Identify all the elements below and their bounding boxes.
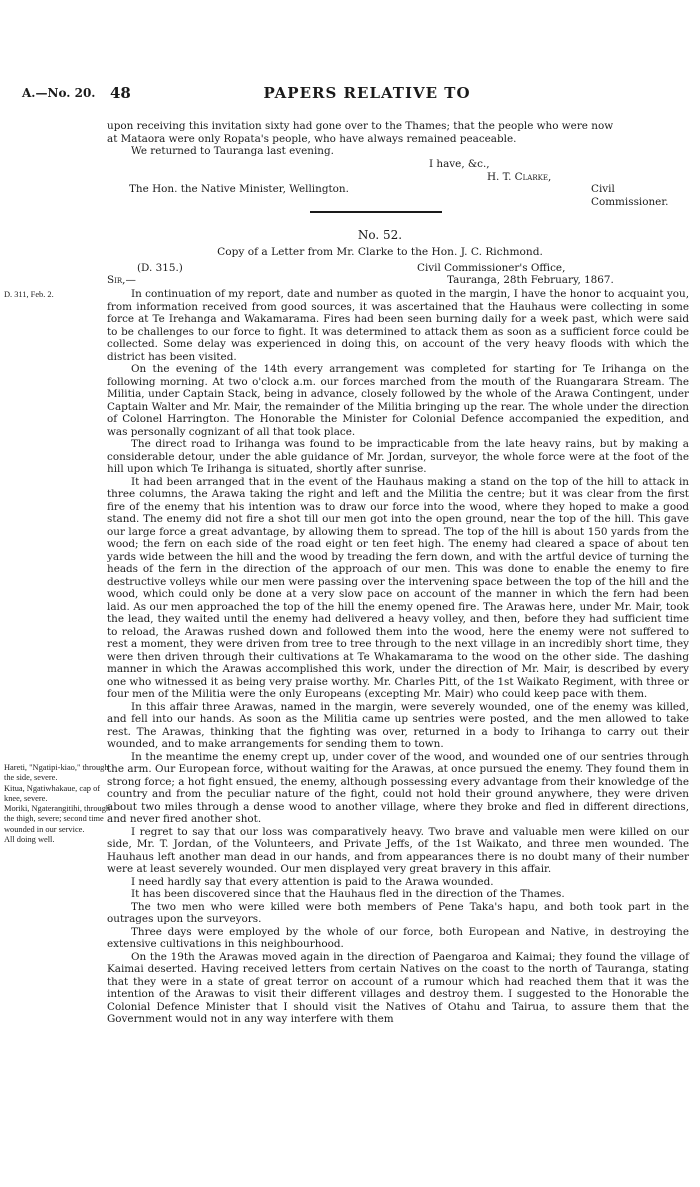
page-header [22,84,682,108]
letter-closing [107,158,689,208]
intro-text [107,120,689,158]
margin-note: Hareti, "Ngatipi-kiao," through the side, severe. [4,763,109,783]
paragraph: In continuation of my report, date and number as quoted in the margin, I have the honor to acquaint you, from information received from good sources, it was ascertained that the Hauhaus were collecting in some force at Te Irehanga and Wakamarama. Fires had been seen burning daily for a week past, which were said to be challenges to our force to fight. It was determined to attack them as soon as a sufficient force could be collected. Some delay was experienced in doing this, on account of the very heavy floods with which the district has been visited. [107,288,689,363]
paragraph: The two men who were killed were both members of Pene Taka's hapu, and both took part in the outrages upon the surveyors. [107,900,689,925]
margin-reference: D. 311, Feb. 2. [4,290,54,299]
office: Civil Commissioner's Office, [417,262,566,274]
paragraph: It had been arranged that in the event of the Hauhaus making a stand on the top of the hill to attack in three columns, the Arawa taking the right and left and the Militia the centre; but it was clear from the first fire of the enemy that his intention was to draw our force into the wood, where they hoped to make a good stand. The enemy did not fire a shot till our men got into the open ground, near the top of the hill. This gave our large force a great advantage, by allowing them to spread. The top of the hill is about 150 yards from the wood; the fern on each side of the road eight or ten feet high. The enemy had cleared a space of about ten yards wide between the hill and the wood by treading the fern down, and with the artful device of turning the heads of the fern in the direction of the approach of our men. This was done to enable the enemy to fire destructive volleys while our men were passing over the intervening space between the top of the hill and the wood, which could only be done at a very slow pace on account of the manner in which the fern had been laid. As our men approached the top of the hill the enemy opened fire. The Arawas here, under Mr. Mair, took the lead, they waited until the enemy had delivered a heavy volley, and then, before they had sufficient time to reload, the Arawas rushed down and followed them into the wood, here the enemy were not suffered to rest a moment, they were driven from tree to tree through to the next village in an incredibly short time, they were then driven through their cultivations at Te Whakamarama to the wood on the other side. The dashing manner in which the Arawas accomplished this work, under the direction of Mr. Mair, is described by every one who witnessed it as being very praise worthy. Mr. Charles Pitt, of the 1st Waikato Regiment, with three or four men of the Militia were the only Europeans (excepting Mr. Mair) who could keep pace with them. [107,475,689,700]
closing-title: Civil Commissioner. [591,183,669,208]
running-title: PAPERS RELATIVE TO [263,84,471,102]
paragraph: On the 19th the Arawas moved again in the direction of Paengaroa and Kaimai; they found the village of Kaimai deserted. Having received letters from certain Natives on the coast to the north of Tauranga, stating that they were in a state of great terror on account of a rumour which had reached them that it was the intention of the Arawas to visit their different villages and destroy them. I suggested to the Honorable the Colonial Defence Minister that I should visit the Natives of Otahu and Tairua, to assure them that the Government would not in any way interfere with them [107,950,689,1025]
paragraph: In the meantime the enemy crept up, under cover of the wood, and wounded one of our sentries through the arm. Our European force, without waiting for the Arawas, at once pursued the enemy. They found them in strong force; a hot fight ensued, the enemy, although possessing every advantage from their knowledge of the country and from the peculiar nature of the fight, could not hold their ground anywhere, they were driven about two miles through a dense wood to another village, where they broke and fled in different directions, and never fired another shot. [107,750,689,825]
paragraph: On the evening of the 14th every arrangement was completed for starting for Te Irihanga on the following morning. At two o'clock a.m. our forces marched from the mouth of the Ruangarara Stream. The Militia, under Captain Stack, being in advance, closely followed by the whole of the Arawa Contingent, under Captain Walter and Mr. Mair, the remainder of the Militia bringing up the rear. The whole under the direction of Colonel Harrington. The Honorable the Minister for Colonial Defence accompanied the expedition, and was personally cognizant of all that took place. [107,363,689,438]
margin-note: Moriki, Ngaterangitihi, through the thigh, severe; second time wounded in our service. [4,804,111,834]
intro-line: upon receiving this invitation sixty had gone over to the Thames; that the people who were now [107,120,614,132]
salutation: Sir,— [107,274,136,286]
paragraph: The direct road to Irihanga was found to be impracticable from the late heavy rains, but by making a considerable detour, under the able guidance of Mr. Jordan, surveyor, the whole force were at the foot of the hill upon which Te Irihanga is situated, shortly after sunrise. [107,438,689,475]
paragraph: I regret to say that our loss was comparatively heavy. Two brave and valuable men were killed on our side, Mr. T. Jordan, of the Volunteers, and Private Jeffs, of the 1st Waikato, and three men wounded. The Hauhaus left another man dead in our hands, and from appearances there is no doubt many of their number were at least severely wounded. Our men displayed very great bravery in this affair. [107,825,689,875]
letter-number: No. 52. [357,228,403,242]
paragraph: It has been discovered since that the Hauhaus fled in the direction of the Thames. [131,888,565,900]
parliamentary-paper-ref: A.—No. 20. [22,86,96,100]
letter-body [107,288,689,1026]
margin-note: All doing well. [4,835,55,845]
closing-addressee: The Hon. the Native Minister, Wellington. [129,183,349,195]
margin-note: Kitua, Ngatiwhakaue, cap of knee, severe. [4,783,101,803]
closing-signature: H. T. Clarke, [487,170,552,183]
intro-line: We returned to Tauranga last evening. [131,145,334,157]
margin-notes-wounded [4,763,112,845]
paragraph: In this affair three Arawas, named in the margin, were severely wounded, one of the enemy was killed, and fell into our hands. As soon as the Militia came up sentries were posted, and the men allowed to take rest. The Arawas, thinking that the fighting was over, returned in a body to Irihanga to carry out their wounded, and to make arrangements for sending them to town. [107,700,689,750]
intro-line: at Mataora were only Ropata's people, who have always remained peaceable. [107,132,517,145]
section-divider [310,211,442,213]
paragraph: Three days were employed by the whole of our force, both European and Native, in destroying the extensive cultivations in this neighbourhood. [107,925,689,950]
doc-ref: (D. 315.) [137,262,183,274]
place-date: Tauranga, 28th February, 1867. [447,274,614,286]
page-number: 48 [110,84,131,102]
closing-salutation: I have, &c., [429,158,490,170]
paragraph: I need hardly say that every attention is paid to the Arawa wounded. [131,875,494,888]
letter-copy-line: Copy of a Letter from Mr. Clarke to the Hon. J. C. Richmond. [217,246,543,258]
